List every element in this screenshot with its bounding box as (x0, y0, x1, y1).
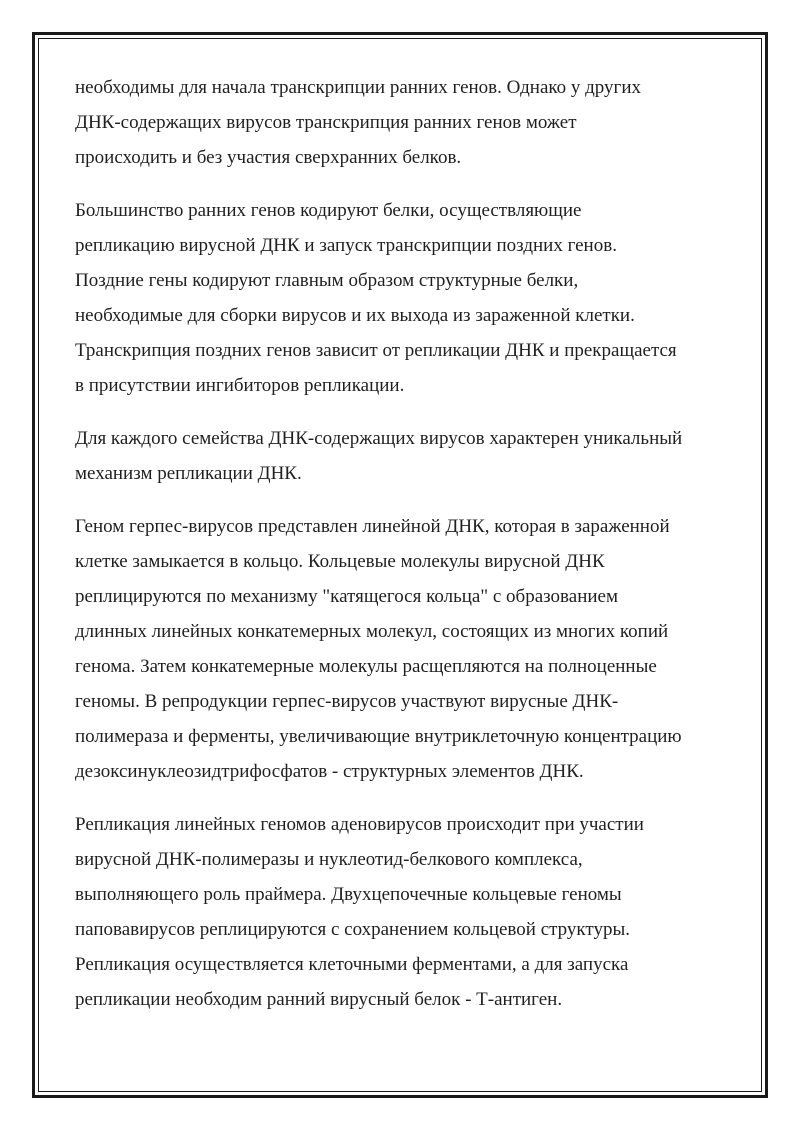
text-line: Большинство ранних генов кодируют белки, осуществляющие (75, 200, 582, 221)
text-line: вирусной ДНК-полимеразы и нуклеотид-белкового комплекса, (75, 849, 583, 870)
text-line: полимераза и ферменты, увеличивающие внутриклеточную концентрацию (75, 726, 682, 747)
text-line: Репликация линейных геномов аденовирусов происходит при участии (75, 814, 644, 835)
text-line: геномы. В репродукции герпес-вирусов участвуют вирусные ДНК- (75, 691, 619, 712)
text-line: Репликация осуществляется клеточными ферментами, а для запуска (75, 954, 629, 975)
text-line: выполняющего роль праймера. Двухцепочечные кольцевые геномы (75, 884, 622, 905)
text-line: длинных линейных конкатемерных молекул, состоящих из многих копий (75, 621, 669, 642)
text-line: в присутствии ингибиторов репликации. (75, 375, 405, 396)
paragraph-adeno-papova (75, 807, 735, 1017)
text-line: генома. Затем конкатемерные молекулы расщепляются на полноценные (75, 656, 657, 677)
text-line: Поздние гены кодируют главным образом структурные белки, (75, 270, 579, 291)
text-line: реплицируются по механизму "катящегося кольца" с образованием (75, 586, 618, 607)
text-line: механизм репликации ДНК. (75, 463, 302, 484)
text-line: паповавирусов реплицируются с сохранением кольцевой структуры. (75, 919, 630, 940)
paragraph-early-late-genes (75, 193, 735, 403)
text-line: Геном герпес-вирусов представлен линейной ДНК, которая в зараженной (75, 516, 670, 537)
text-line: происходить и без участия сверхранних белков. (75, 147, 462, 168)
paragraph-herpes-viruses (75, 509, 735, 789)
text-line: Для каждого семейства ДНК-содержащих вирусов характерен уникальный (75, 428, 683, 449)
text-line: репликацию вирусной ДНК и запуск транскрипции поздних генов. (75, 235, 617, 256)
paragraph-replication-mechanism (75, 421, 735, 491)
text-line: репликации необходим ранний вирусный белок - Т-антиген. (75, 989, 563, 1010)
document-body (75, 70, 735, 1035)
text-line: клетке замыкается в кольцо. Кольцевые молекулы вирусной ДНК (75, 551, 605, 572)
text-line: ДНК-содержащих вирусов транскрипция ранних генов может (75, 112, 577, 133)
paragraph-early-genes-intro (75, 70, 735, 175)
text-line: необходимые для сборки вирусов и их выхода из зараженной клетки. (75, 305, 635, 326)
text-line: дезоксинуклеозидтрифосфатов - структурных элементов ДНК. (75, 761, 584, 782)
text-line: Транскрипция поздних генов зависит от репликации ДНК и прекращается (75, 340, 677, 361)
text-line: необходимы для начала транскрипции ранних генов. Однако у других (75, 77, 642, 98)
